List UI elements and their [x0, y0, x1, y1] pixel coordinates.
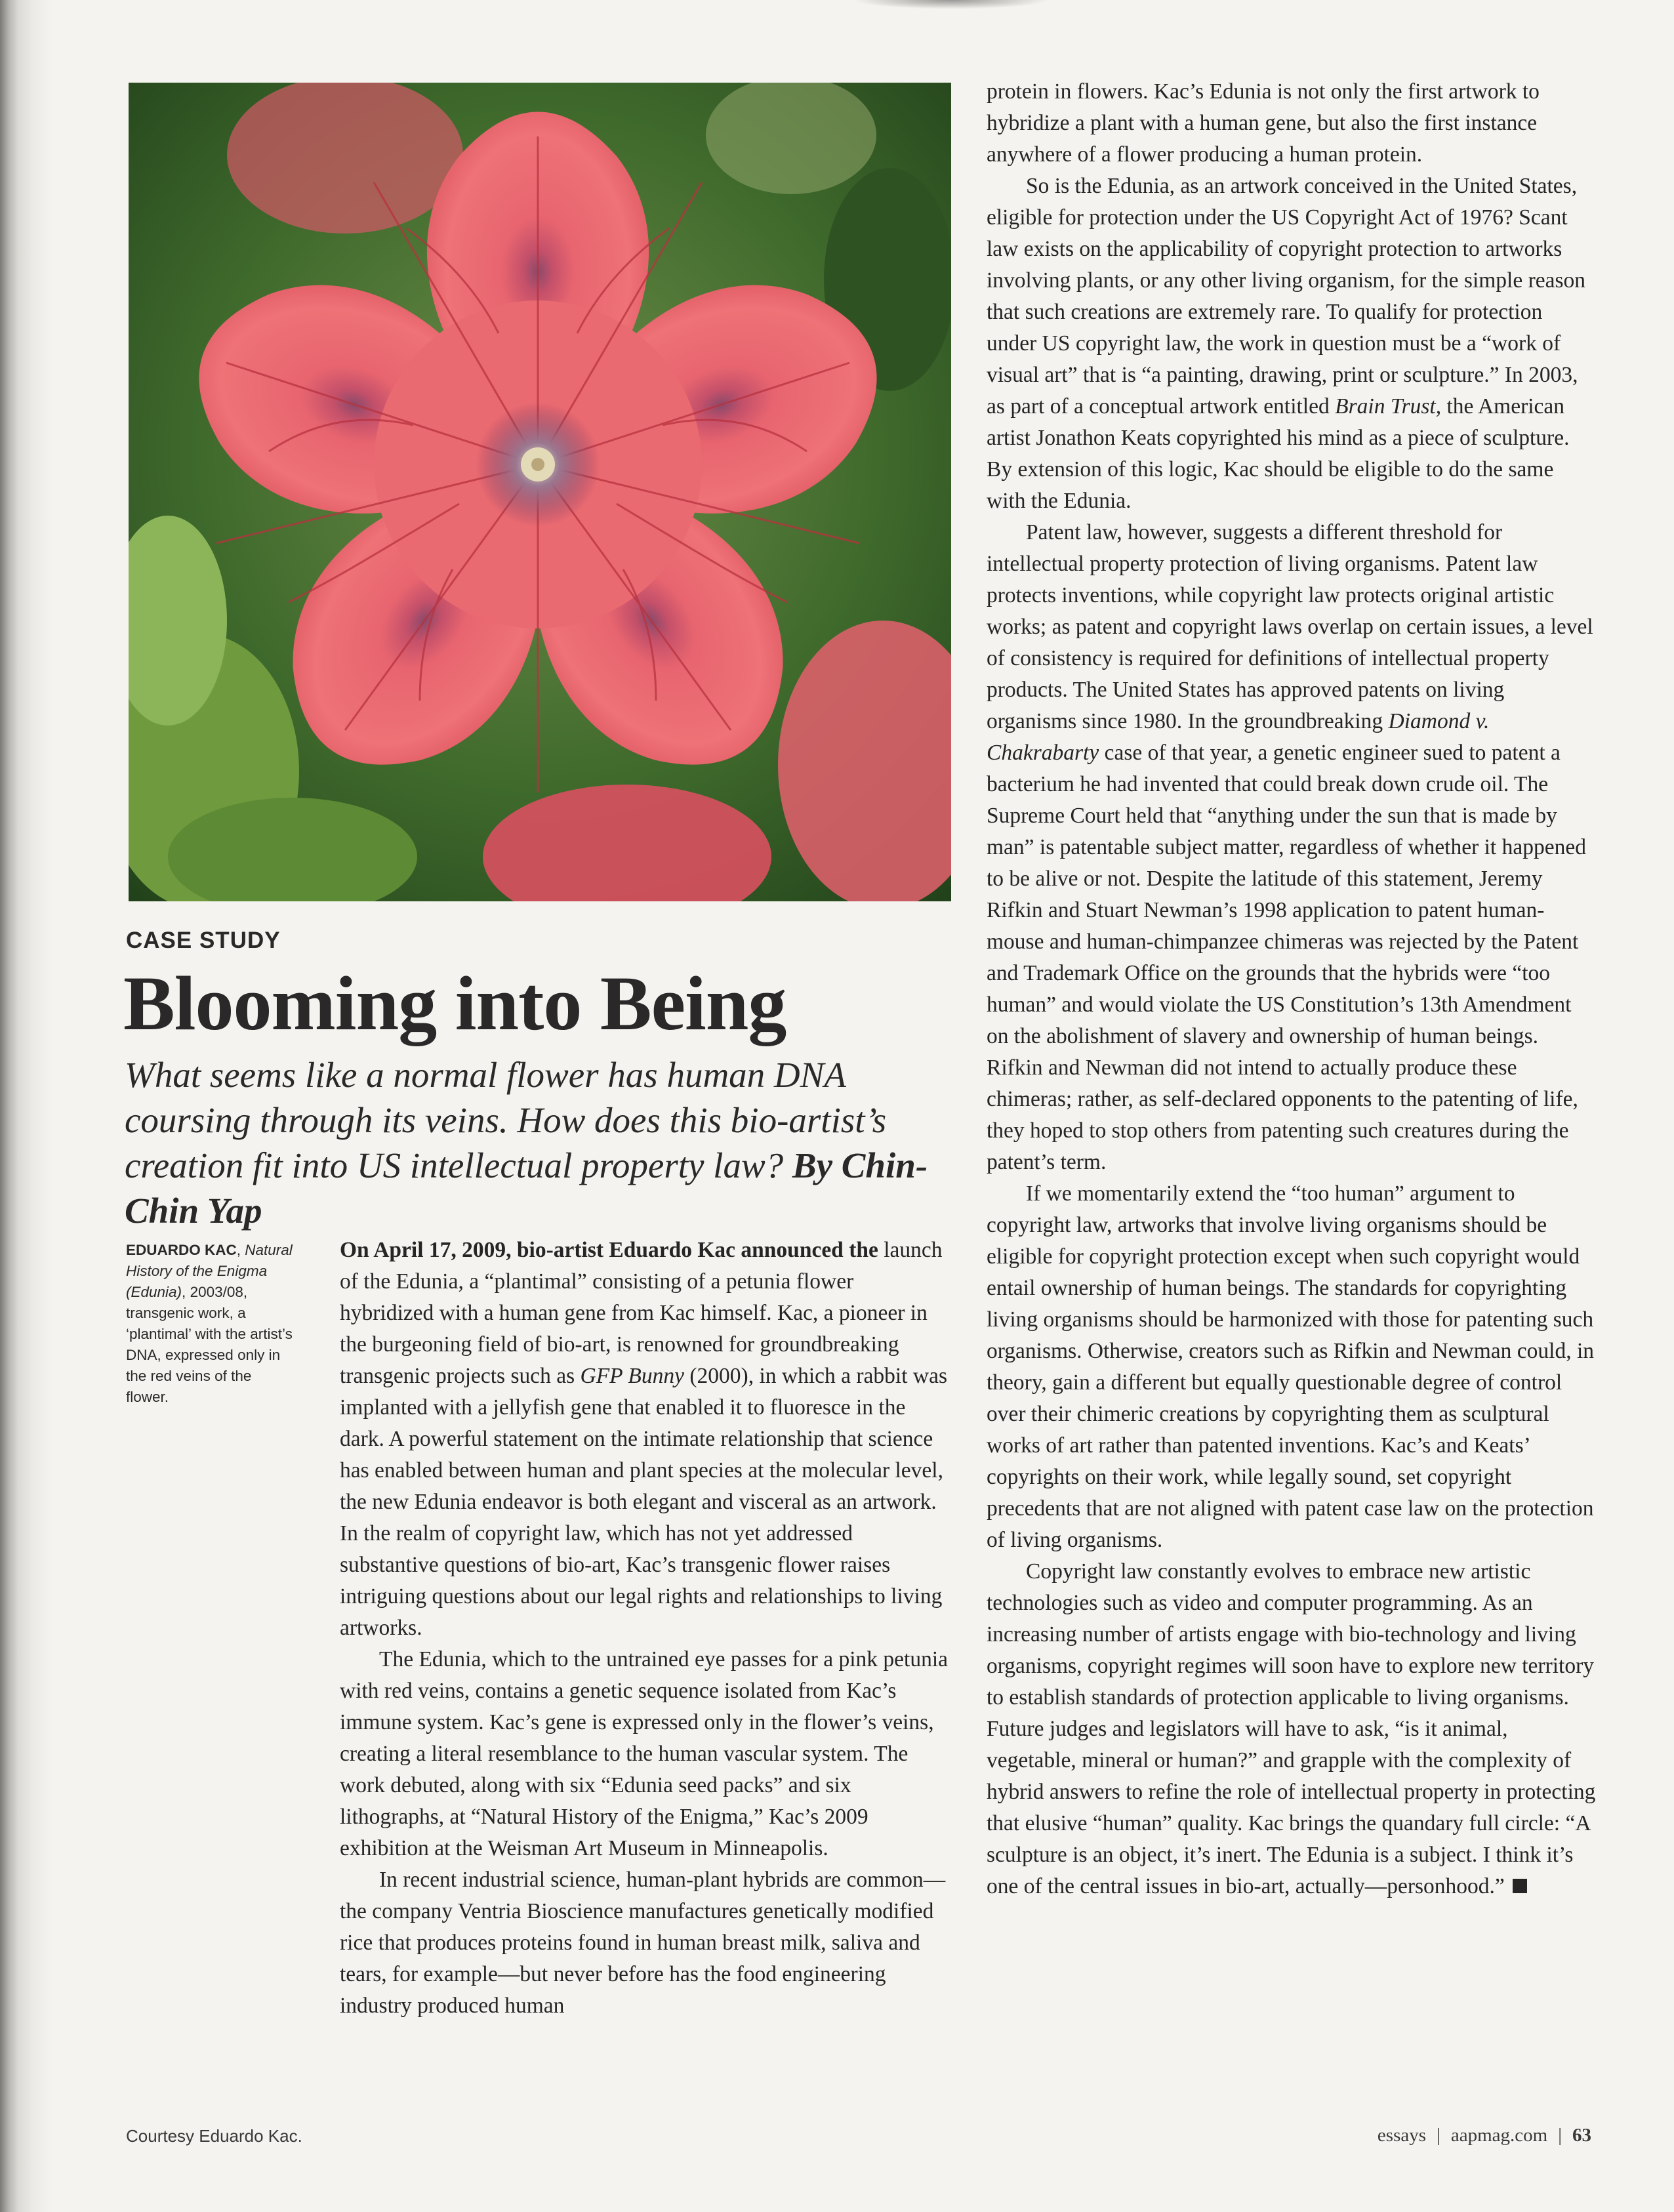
article-column-left [340, 1235, 950, 2022]
lead-in: On April 17, 2009, bio-artist Eduardo Kac announced the [340, 1238, 878, 1262]
body-paragraph [987, 1556, 1597, 1902]
page-number: 63 [1572, 2125, 1591, 2146]
page-folio [1378, 2125, 1591, 2146]
photo-caption: EDUARDO KAC, Natural History of the Enigma (Edunia), 2003/08, transgenic work, a ‘plantimal’ with the artist’s DNA, expressed only in the red veins of the flower. [126, 1242, 293, 1405]
article-column-right [987, 76, 1597, 1902]
case-title: Diamond v. Chakrabarty [987, 709, 1490, 765]
caption-details: 2003/08, transgenic work, a ‘plantimal’ with the artist’s DNA, expressed only in the red veins of the flower. [126, 1284, 293, 1405]
folio-section: essays [1377, 2125, 1427, 2146]
folio-site: aapmag.com [1450, 2125, 1548, 2146]
body-text: launch of the Edunia, a “plantimal” consisting of a petunia flower hybridized with a human gene from Kac himself. Kac, a pioneer in the burgeoning field of bio-art, is renowned for groundbreaking transgenic projects such as [340, 1238, 943, 1388]
caption-title: Natural History of the Enigma (Edunia) [126, 1242, 293, 1300]
end-mark-icon [1513, 1879, 1527, 1893]
body-paragraph: If we momentarily extend the “too human” argument to copyright law, artworks that involve living organisms should be eligible for copyright protection except when such copyright would entail ownership of human beings. The standards for copyrighting living organisms should be harmonized with those for patenting such organisms. Otherwise, creators such as Rifkin and Newman could, in theory, gain a different but equally questionable degree of control over their chimeric creations by copyrighting them as sculptural works of art rather than patented inventions. Kac’s and Keats’ copyrights on their work, while legally sound, set copyright precedents that are not aligned with patent case law on the protection of living organisms. [987, 1181, 1595, 1552]
body-paragraph: The Edunia, which to the untrained eye passes for a pink petunia with red veins, contains a genetic sequence isolated from Kac’s immune system. Kac’s gene is expressed only in the flower’s veins, creating a literal resemblance to the human vascular system. The work debuted, along with six “Edunia seed packs” and six lithographs, at “Natural History of the Enigma,” Kac’s 2009 exhibition at the Weisman Art Museum in Minneapolis. [340, 1647, 949, 1860]
body-paragraph [987, 517, 1597, 1178]
folio-separator: | [1558, 2125, 1562, 2146]
byline: By Chin-Chin Yap [125, 1145, 928, 1231]
body-text: (2000), in which a rabbit was implanted with a jellyfish gene that enabled it to fluoresce in the dark. A powerful statement on the intimate relationship that science has enabled between human and plant species at the molecular level, the new Edunia endeavor is both elegant and visceral as an artwork. In the realm of copyright law, which has not yet addressed substantive questions of bio-art, Kac’s transgenic flower raises intriguing questions about our legal rights and relationships to living artworks. [340, 1364, 947, 1640]
body-text: the American artist Jonathon Keats copyrighted his mind as a piece of sculpture. By extension of this logic, Kac should be eligible to do the same with the Edunia. [987, 394, 1570, 513]
scan-shadow [853, 0, 1050, 9]
body-paragraph: In recent industrial science, human-plant hybrids are common—the company Ventria Bioscience manufactures genetically modified rice that produces proteins found in human breast milk, saliva and tears, for example—but never before has the food engineering industry produced human [340, 1868, 946, 2018]
body-text: Copyright law constantly evolves to embrace new artistic technologies such as video and computer programming. As an increasing number of artists engage with bio-technology and living organisms, copyright regimes will soon have to explore new territory to establish standards of protection applicable to living organisms. Future judges and legislators will have to ask, “is it animal, vegetable, mineral or human?” and grapple with the complexity of hybrid answers to refine the role of intellectual property in protecting that elusive “human” quality. Kac brings the quandary full circle: “A sculpture is an object, it’s inert. The Edunia is a subject. I think it’s one of the central issues in bio-art, actually—personhood.” [987, 1559, 1596, 1898]
body-paragraph: protein in flowers. Kac’s Edunia is not only the first artwork to hybridize a plant with a human gene, but also the first instance anywhere of a flower producing a human protein. [987, 79, 1540, 167]
body-paragraph [987, 171, 1597, 517]
artwork-title: GFP Bunny [580, 1364, 685, 1388]
body-text: So is the Edunia, as an artwork conceived in the United States, eligible for protection under the US Copyright Act of 1976? Scant law exists on the applicability of copyright protection to artworks involving plants, or any other living organism, for the simple reason that such creations are extremely rare. To qualify for protection under US copyright law, the work in question must be a “work of visual art” that is “a painting, drawing, print or sculpture.” In 2003, as part of a conceptual artwork entitled [987, 174, 1586, 419]
caption-artist: EDUARDO KAC [126, 1242, 237, 1258]
article-deck [125, 1052, 964, 1233]
artwork-title: Brain Trust, [1335, 394, 1442, 419]
petunia-photo [129, 83, 951, 901]
body-text: Patent law, however, suggests a different threshold for intellectual property protection of living organisms. Patent law protects inventions, while copyright law protects original artistic works; as patent and copyright laws overlap on certain issues, a level of consistency is required for definitions of intellectual property products. The United States has approved patents on living organisms since 1980. In the groundbreaking [987, 520, 1593, 733]
deck-text: What seems like a normal flower has human DNA coursing through its veins. How does this bio-artist’s creation fit into US intellectual property law? [125, 1055, 887, 1185]
body-paragraph [340, 1235, 950, 1644]
body-text: case of that year, a genetic engineer sued to patent a bacterium he had invented that could break down crude oil. The Supreme Court held that “anything under the sun that is made by man” is patentable subject matter, regardless of whether it happened to be alive or not. Despite the latitude of this statement, Jeremy Rifkin and Stuart Newman’s 1998 application to patent human-mouse and human-chimpanzee chimeras was rejected by the Patent and Trademark Office on the grounds that the hybrids were “too human” and would violate the US Constitution’s 13th Amendment on the abolishment of slavery and ownership of human beings. Rifkin and Newman did not intend to actually produce these chimeras; rather, as self-declared opponents to the patenting of life, they hoped to stop others from patenting such creatures during the patent’s term. [987, 741, 1586, 1174]
folio-separator: | [1437, 2125, 1440, 2146]
section-kicker: CASE STUDY [126, 928, 281, 953]
article-headline: Blooming into Being [123, 960, 786, 1046]
binding-edge [0, 0, 51, 2212]
photo-credit: Courtesy Eduardo Kac. [126, 2126, 302, 2146]
